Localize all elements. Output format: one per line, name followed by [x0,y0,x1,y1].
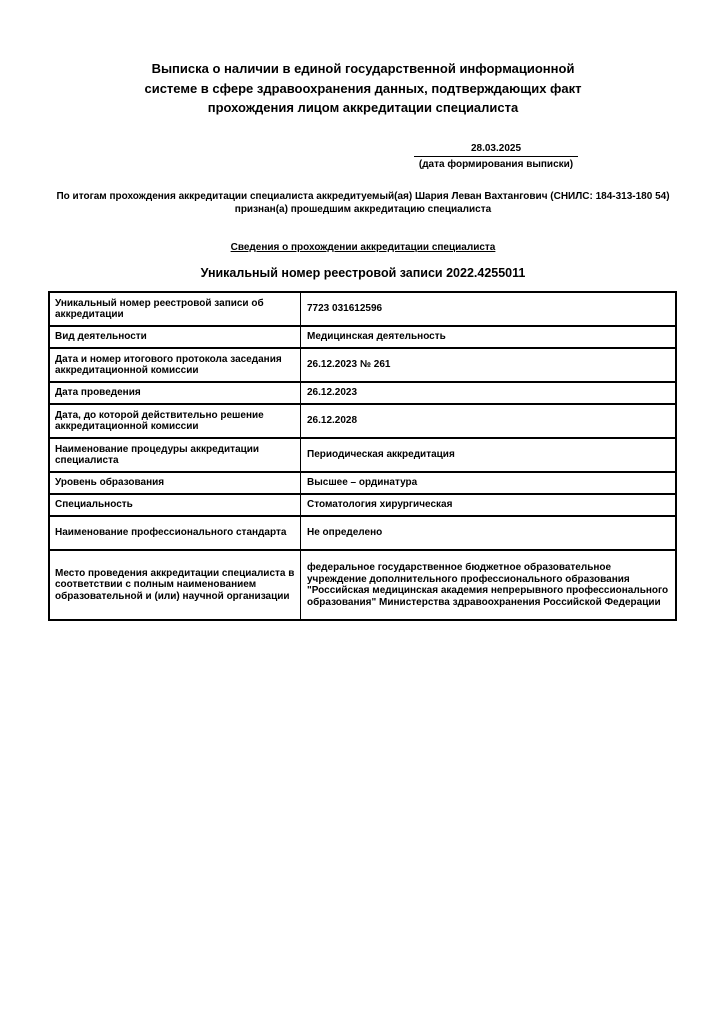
row-value: Высшее – ординатура [301,472,677,494]
row-value: федеральное государственное бюджетное образовательное учреждение дополнительного профессионального образования "Российская медицинская академия непрерывного профессионального образования" Министерства здравоохранения Российской Федерации [301,550,677,620]
table-row [49,326,676,348]
table-row [49,550,676,620]
row-label: Уровень образования [49,472,301,494]
title-line: Выписка о наличии в единой государственной информационной [151,61,575,76]
row-value: 7723 031612596 [301,292,677,326]
row-value: Медицинская деятельность [301,326,677,348]
row-value: Стоматология хирургическая [301,494,677,516]
table-row [49,472,676,494]
intro-paragraph: По итогам прохождения аккредитации специалиста аккредитуемый(ая) Шария Леван Вахтангович (СНИЛС: 184-313-180 54) признан(а) прошедшим аккредитацию специалиста [56,191,670,215]
table-row [49,516,676,550]
row-label: Специальность [49,494,301,516]
row-value: Периодическая аккредитация [301,438,677,472]
table-row [49,348,676,382]
row-label: Дата и номер итогового протокола заседания аккредитационной комиссии [49,348,301,382]
table-row [49,494,676,516]
table-row [49,404,676,438]
registry-heading: Уникальный номер реестровой записи 2022.4255011 [200,266,526,280]
issue-date: 28.03.2025 [414,143,578,157]
issue-date-block [414,143,578,171]
row-value: 26.12.2023 № 261 [301,348,677,382]
row-label: Наименование профессионального стандарта [49,516,301,550]
row-label: Наименование процедуры аккредитации специалиста [49,438,301,472]
section-heading-text: Сведения о прохождении аккредитации специалиста [230,242,496,253]
row-label: Место проведения аккредитации специалиста в соответствии с полным наименованием образовательной и (или) научной организации [49,550,301,620]
table-row [49,438,676,472]
document-title [110,59,616,118]
title-line: прохождения лицом аккредитации специалиста [207,100,519,115]
title-line: системе в сфере здравоохранения данных, подтверждающих факт [144,80,582,96]
row-label: Уникальный номер реестровой записи об аккредитации [49,292,301,326]
row-label: Дата проведения [49,382,301,404]
row-value: Не определено [301,516,677,550]
row-value: 26.12.2028 [301,404,677,438]
row-label: Дата, до которой действительно решение аккредитационной комиссии [49,404,301,438]
row-value: 26.12.2023 [301,382,677,404]
table-row [49,382,676,404]
section-heading [48,241,678,254]
table-row [49,292,676,326]
issue-date-caption: (дата формирования выписки) [418,159,574,170]
accreditation-table [48,291,677,621]
row-label: Вид деятельности [49,326,301,348]
